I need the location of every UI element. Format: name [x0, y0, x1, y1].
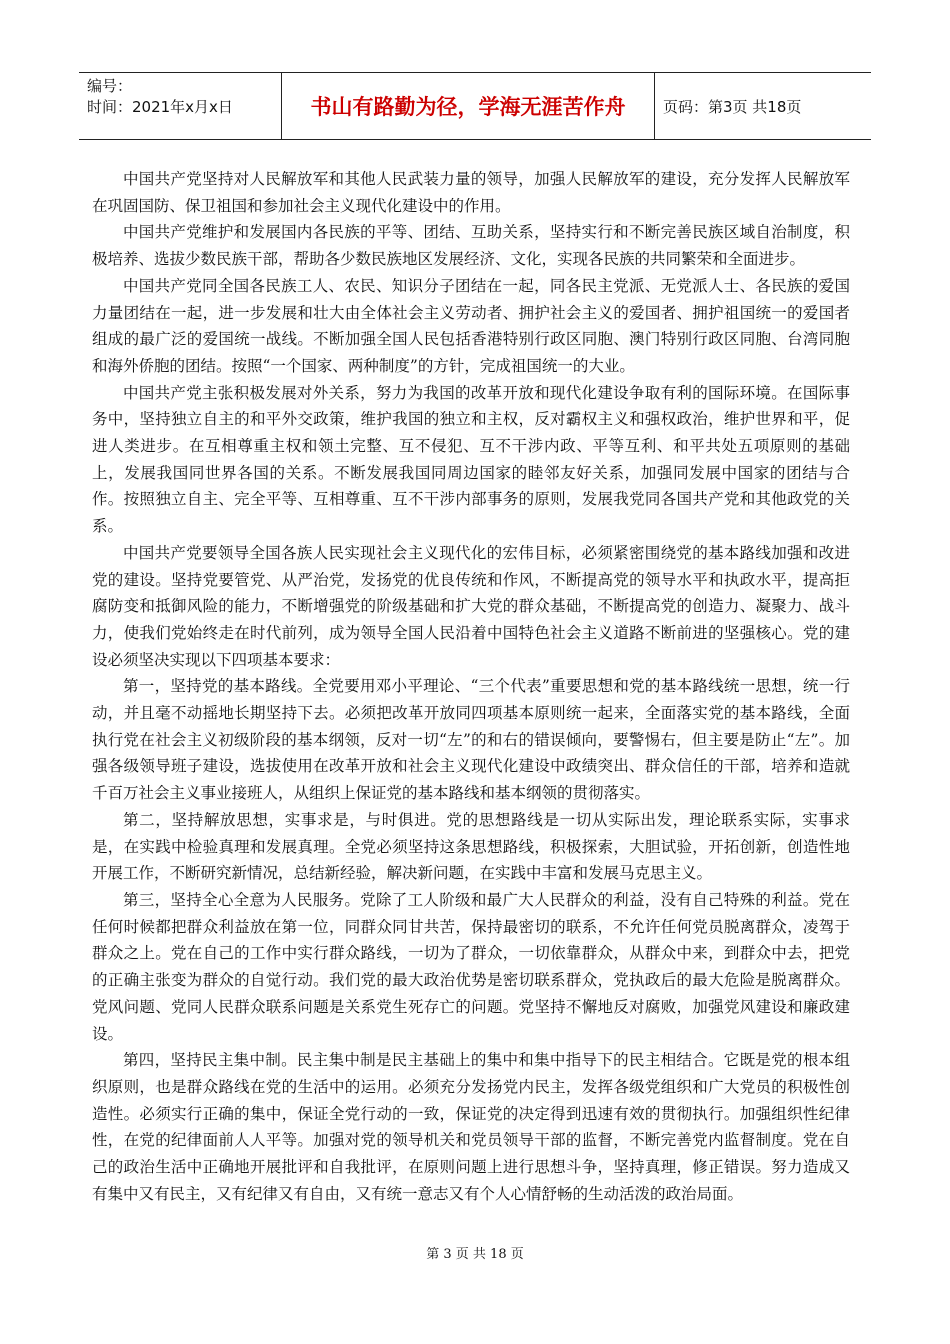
paragraph: 中国共产党坚持对人民解放军和其他人民武装力量的领导，加强人民解放军的建设，充分发挥人民解放军在巩固国防、保卫祖国和参加社会主义现代化建设中的作用。 [92, 170, 850, 215]
paragraph: 中国共产党主张积极发展对外关系，努力为我国的改革开放和现代化建设争取有利的国际环境。在国际事务中，坚持独立自主的和平外交政策，维护我国的独立和主权，反对霸权主义和强权政治，维护世界和平，促进人类进步。在互相尊重主权和领土完整、互不侵犯、互不干涉内政、平等互利、和平共处五项原则的基础上，发展我国同世界各国的关系。不断发展我国同周边国家的睦邻友好关系，加强同发展中国家的团结与合作。按照独立自主、完全平等、互相尊重、互不干涉内部事务的原则，发展我党同各国共产党和其他政党的关系。 [92, 383, 850, 536]
document-body [92, 166, 850, 1207]
document-date: 时间：2021年x月x日 [87, 98, 233, 116]
header-page-number: 页码：第3页 共18页 [663, 97, 802, 116]
paragraph: 第一，坚持党的基本路线。全党要用邓小平理论、“三个代表”重要思想和党的基本路线统一思想，统一行动，并且毫不动摇地长期坚持下去。必须把改革开放同四项基本原则统一起来，全面落实党的基本路线，全面执行党在社会主义初级阶段的基本纲领，反对一切“左”的和右的错误倾向，要警惕右，但主要是防止“左”。加强各级领导班子建设，选拔使用在改革开放和社会主义现代化建设中政绩突出、群众信任的干部，培养和造就千百万社会主义事业接班人，从组织上保证党的基本路线和基本纲领的贯彻落实。 [92, 677, 850, 803]
paragraph: 第三，坚持全心全意为人民服务。党除了工人阶级和最广大人民群众的利益，没有自己特殊的利益。党在任何时候都把群众利益放在第一位，同群众同甘共苦，保持最密切的联系，不允许任何党员脱离群众，凌驾于群众之上。党在自己的工作中实行群众路线，一切为了群众，一切依靠群众，从群众中来，到群众中去，把党的正确主张变为群众的自觉行动。我们党的最大政治优势是密切联系群众，党执政后的最大危险是脱离群众。党风问题、党同人民群众联系问题是关系党生死存亡的问题。党坚持不懈地反对腐败，加强党风建设和廉政建设。 [92, 890, 850, 1043]
header-meta [79, 73, 282, 139]
paragraph: 第二，坚持解放思想，实事求是，与时俱进。党的思想路线是一切从实际出发，理论联系实际，实事求是，在实践中检验真理和发展真理。全党必须坚持这条思想路线，积极探索，大胆试验，开拓创新，创造性地开展工作，不断研究新情况，总结新经验，解决新问题，在实践中丰富和发展马克思主义。 [92, 810, 850, 883]
page-footer: 第 3 页 共 18 页 [426, 1247, 524, 1262]
document-number-label: 编号： [87, 77, 133, 95]
paragraph: 中国共产党同全国各民族工人、农民、知识分子团结在一起，同各民主党派、无党派人士、各民族的爱国力量团结在一起，进一步发展和壮大由全体社会主义劳动者、拥护社会主义的爱国者、拥护祖国统一的爱国者组成的最广泛的爱国统一战线。不断加强全国人民包括香港特别行政区同胞、澳门特别行政区同胞、台湾同胞和海外侨胞的团结。按照“一个国家、两种制度”的方针，完成祖国统一的大业。 [92, 276, 850, 375]
header-motto: 书山有路勤为径，学海无涯苦作舟 [282, 73, 655, 139]
page-header [79, 72, 871, 140]
paragraph: 第四，坚持民主集中制。民主集中制是民主基础上的集中和集中指导下的民主相结合。它既是党的根本组织原则，也是群众路线在党的生活中的运用。必须充分发扬党内民主，发挥各级党组织和广大党员的积极性创造性。必须实行正确的集中，保证全党行动的一致，保证党的决定得到迅速有效的贯彻执行。加强组织性纪律性，在党的纪律面前人人平等。加强对党的领导机关和党员领导干部的监督，不断完善党内监督制度。党在自己的政治生活中正确地开展批评和自我批评，在原则问题上进行思想斗争，坚持真理，修正错误。努力造成又有集中又有民主，又有纪律又有自由，又有统一意志又有个人心情舒畅的生动活泼的政治局面。 [92, 1051, 850, 1203]
paragraph: 中国共产党维护和发展国内各民族的平等、团结、互助关系，坚持实行和不断完善民族区域自治制度，积极培养、选拔少数民族干部，帮助各少数民族地区发展经济、文化，实现各民族的共同繁荣和全面进步。 [92, 223, 850, 269]
paragraph: 中国共产党要领导全国各族人民实现社会主义现代化的宏伟目标，必须紧密围绕党的基本路线加强和改进党的建设。坚持党要管党、从严治党，发扬党的优良传统和作风，不断提高党的领导水平和执政水平，提高拒腐防变和抵御风险的能力，不断增强党的阶级基础和扩大党的群众基础，不断提高党的创造力、凝聚力、战斗力，使我们党始终走在时代前列，成为领导全国人民沿着中国特色社会主义道路不断前进的坚强核心。党的建设必须坚决实现以下四项基本要求： [92, 543, 850, 669]
